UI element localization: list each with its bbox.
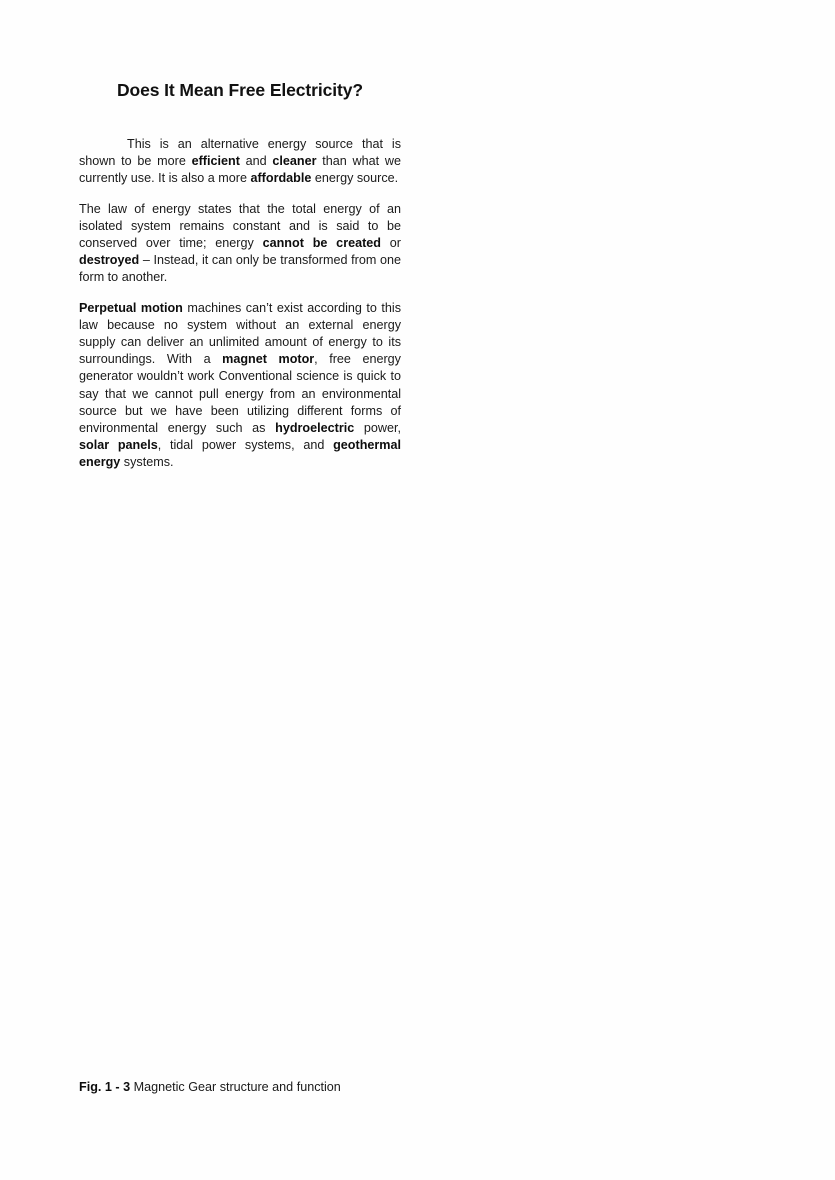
- figure-caption-text: Magnetic Gear structure and function: [130, 1080, 341, 1094]
- emphasis-text: cannot be created: [262, 236, 381, 251]
- figure-caption-label: Fig. 1 - 3: [79, 1080, 131, 1094]
- body-text: The law of energy states that the total energy of an isolated system remains constant and is said to be conserved over time; energy: [79, 201, 401, 251]
- body-text: – Instead, it can only be transformed from one form to another.: [79, 253, 401, 285]
- emphasis-text: affordable: [250, 171, 312, 186]
- emphasis-text: hydroelectric: [275, 421, 355, 436]
- emphasis-text: solar panels: [79, 438, 158, 453]
- paragraph-2: [79, 201, 401, 287]
- body-text: and: [239, 154, 273, 169]
- paragraph-3: [79, 300, 401, 472]
- emphasis-text: geothermal energy: [79, 438, 401, 470]
- emphasis-text: Perpetual motion: [79, 300, 183, 315]
- body-text: , free energy generator wouldn’t work Conventional science is quick to say that we cannot pull energy from an environmental source but we have been utilizing different forms of environmental energy such as: [79, 352, 401, 436]
- body-text: energy source.: [311, 171, 399, 186]
- body-text: machines can’t exist according to this law because no system without an external energy supply can deliver an unlimited amount of energy to its surroundings. With a: [79, 300, 401, 367]
- body-text: This is an alternative energy source that is shown to be more: [79, 137, 401, 169]
- page-title: Does It Mean Free Electricity?: [117, 80, 363, 100]
- emphasis-text: efficient: [191, 154, 240, 169]
- body-text: systems.: [120, 455, 174, 470]
- body-text: or: [381, 236, 401, 251]
- body-text: than what we currently use. It is also a more: [79, 154, 401, 186]
- emphasis-text: destroyed: [79, 253, 140, 268]
- body-text: , tidal power systems, and: [157, 438, 334, 453]
- emphasis-text: magnet motor: [222, 352, 315, 367]
- emphasis-text: cleaner: [272, 154, 317, 169]
- figure-caption: [79, 1079, 479, 1096]
- body-text-column: [79, 136, 401, 472]
- body-text: power,: [354, 421, 401, 436]
- paragraph-1: [79, 136, 401, 188]
